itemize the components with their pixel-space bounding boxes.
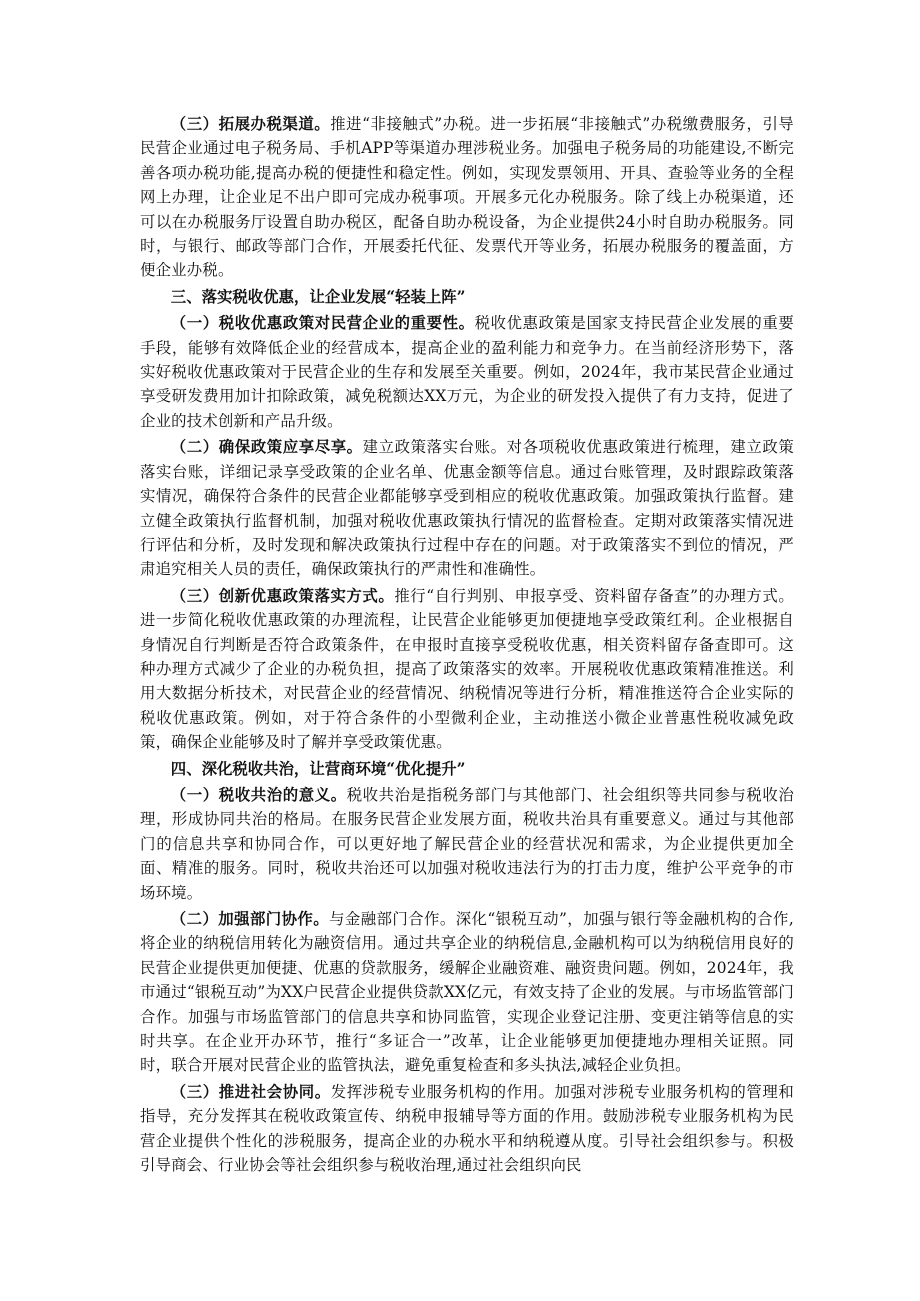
paragraph-lead: （三）创新优惠政策落实方式。	[170, 586, 395, 605]
paragraph-body: 建立政策落实台账。对各项税收优惠政策进行梳理，建立政策落实台账，详细记录享受政策的企业名单、优惠金额等信息。通过台账管理，及时跟踪政策落实情况，确保符合条件的民营企业都能够享受到相应的税收优惠政策。加强政策执行监督。建立健全政策执行监督机制，加强对税收优惠政策执行情况的监督检查。定期对政策落实情况进行评估和分析，及时发现和解决政策执行过程中存在的问题。对于政策落实不到位的情况，严肃追究相关人员的责任，确保政策执行的严肃性和准确性。	[140, 438, 794, 579]
paragraph-channels	[140, 112, 794, 283]
paragraph-body: 与金融部门合作。深化“银税互动”，加强与银行等金融机构的合作,将企业的纳税信用转化为融资信用。通过共享企业的纳税信息,金融机构可以为纳税信用良好的民营企业提供更加便捷、优惠的贷款服务，缓解企业融资难、融资贵问题。例如，2024年，我市通过“银税互动”为XX户民营企业提供贷款XX亿元，有效支持了企业的发展。与市场监管部门合作。加强与市场监管部门的信息共享和协同监管，实现企业登记注册、变更注销等信息的实时共享。在企业开办环节，推行“多证合一”改革，让企业能够更加便捷地办理相关证照。同时，联合开展对民营企业的监管执法，避免重复检查和多头执法,减轻企业负担。	[140, 910, 794, 1075]
paragraph-body: 推行“自行判别、申报享受、资料留存备查”的办理方式。进一步简化税收优惠政策的办理流程，让民营企业能够更加便捷地享受政策红利。企业根据自身情况自行判断是否符合政策条件，在申报时直接享受税收优惠，相关资料留存备查即可。这种办理方式减少了企业的办税负担，提高了政策落实的效率。开展税收优惠政策精准推送。利用大数据分析技术，对民营企业的经营情况、纳税情况等进行分析，精准推送符合企业实际的税收优惠政策。例如，对于符合条件的小型微利企业，主动推送小微企业普惠性税收减免政策，确保企业能够及时了解并享受政策优惠。	[140, 586, 794, 752]
paragraph-lead: （一）税收优惠政策对民营企业的重要性。	[170, 314, 475, 333]
paragraph-ensure-policy	[140, 435, 794, 581]
document-page	[140, 112, 794, 1179]
paragraph-importance	[140, 311, 794, 433]
paragraph-lead: （一）税收共治的意义。	[170, 785, 347, 804]
paragraph-body: 税收共治是指税务部门与其他部门、社会组织等共同参与税收治理，形成协同共治的格局。在服务民营企业发展方面，税收共治具有重要意义。通过与其他部门的信息共享和协同合作，可以更好地了解民营企业的经营状况和需求，为企业提供更加全面、精准的服务。同时，税收共治还可以加强对税收违法行为的打击力度，维护公平竞争的市场环境。	[140, 785, 794, 902]
paragraph-social-coordination	[140, 1080, 794, 1178]
paragraph-lead: （二）加强部门协作。	[170, 910, 330, 928]
paragraph-lead: （三）拓展办税渠道。	[170, 115, 331, 133]
paragraph-body: 税收优惠政策是国家支持民营企业发展的重要手段，能够有效降低企业的经营成本，提高企业的盈利能力和竞争力。在当前经济形势下，落实好税收优惠政策对于民营企业的生存和发展至关重要。例如，2024年，我市某民营企业通过享受研发费用加计扣除政策，减免税额达XX万元，为企业的研发投入提供了有力支持，促进了企业的技术创新和产品升级。	[140, 314, 794, 430]
paragraph-department-cooperation	[140, 907, 794, 1078]
paragraph-body: 推进“非接触式”办税。进一步拓展“非接触式”办税缴费服务，引导民营企业通过电子税务局、手机APP等渠道办理涉税业务。加强电子税务局的功能建设,不断完善各项办税功能,提高办税的便捷性和稳定性。例如，实现发票领用、开具、查验等业务的全程网上办理，让企业足不出户即可完成办税事项。开展多元化办税服务。除了线上办税渠道，还可以在办税服务厅设置自助办税区，配备自助办税设备，为企业提供24小时自助办税服务。同时，与银行、邮政等部门合作，开展委托代征、发票代开等业务，拓展办税服务的覆盖面，方便企业办税。	[140, 115, 794, 280]
section-heading-co-governance: 四、深化税收共治，让营商环境“优化提升”	[170, 759, 466, 778]
paragraph-lead: （三）推进社会协同。	[170, 1082, 331, 1101]
paragraph-body: 发挥涉税专业服务机构的作用。加强对涉税专业服务机构的管理和指导，充分发挥其在税收政策宣传、纳税申报辅导等方面的作用。鼓励涉税专业服务机构为民营企业提供个性化的涉税服务，提高企业的办税水平和纳税遵从度。引导社会组织参与。积极引导商会、行业协会等社会组织参与税收治理,通过社会组织向民	[140, 1082, 794, 1175]
paragraph-innovate-implementation	[140, 584, 794, 755]
paragraph-co-governance-meaning	[140, 783, 794, 905]
paragraph-lead: （二）确保政策应享尽享。	[170, 438, 363, 457]
section-heading-tax-incentives: 三、落实税收优惠，让企业发展“轻装上阵”	[170, 287, 466, 306]
